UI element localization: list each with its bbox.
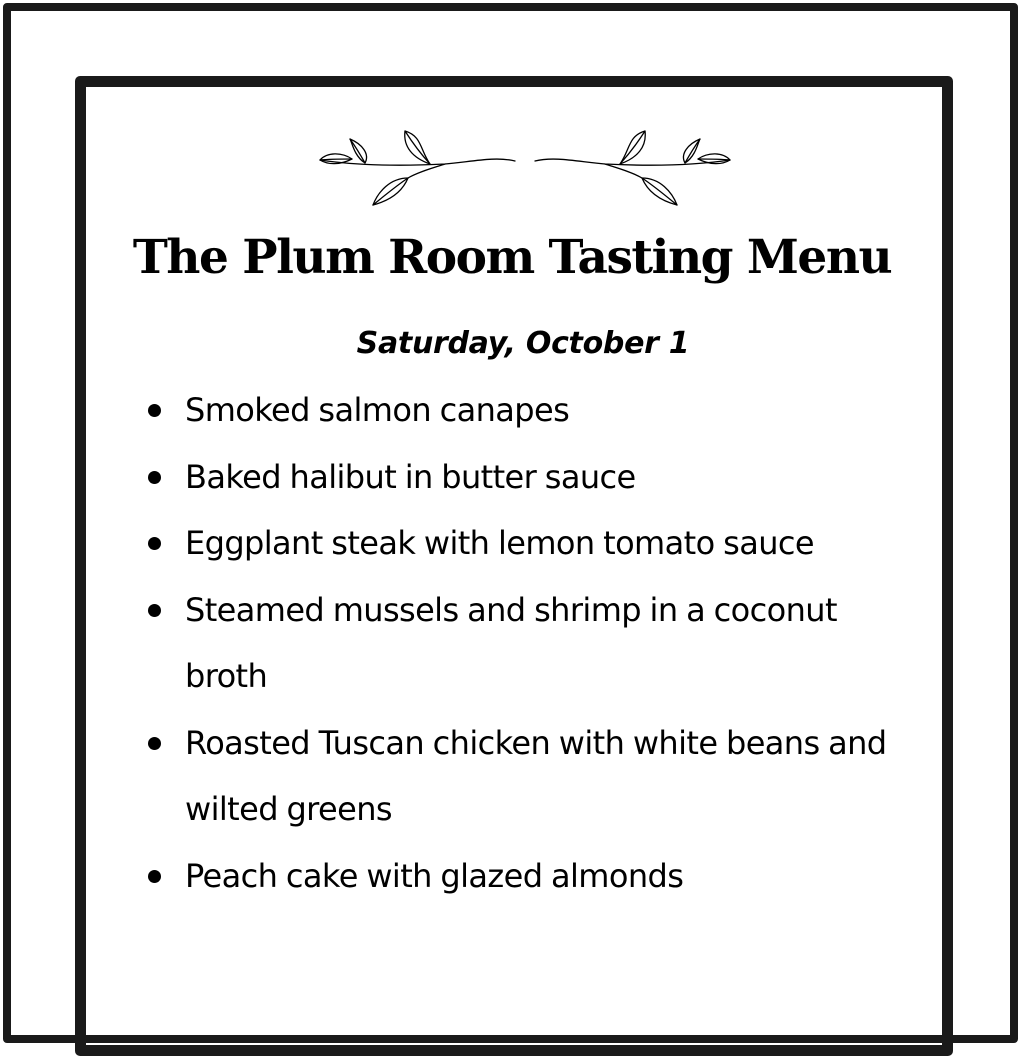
menu-items-list xyxy=(185,377,925,909)
menu-item xyxy=(185,510,925,577)
menu-item xyxy=(185,577,925,710)
menu-item-text: Steamed mussels and shrimp in a coconut broth xyxy=(185,590,837,695)
bullet-icon xyxy=(148,604,161,617)
menu-item-text: Peach cake with glazed almonds xyxy=(185,856,684,895)
menu-item-text: Smoked salmon canapes xyxy=(185,391,570,429)
menu-item xyxy=(185,377,925,444)
bullet-icon xyxy=(148,737,161,750)
menu-item xyxy=(185,843,925,910)
bullet-icon xyxy=(148,537,161,550)
bullet-icon xyxy=(148,404,161,417)
menu-title: The Plum Room Tasting Menu xyxy=(132,230,892,285)
leafy-vine-divider-icon xyxy=(310,120,740,215)
menu-item xyxy=(185,710,925,843)
menu-item-text: Roasted Tuscan chicken with white beans and wilted greens xyxy=(185,723,887,828)
menu-item xyxy=(185,444,925,511)
bullet-icon xyxy=(148,870,161,883)
menu-item-text: Baked halibut in butter sauce xyxy=(185,457,636,496)
menu-item-text: Eggplant steak with lemon tomato sauce xyxy=(185,524,814,562)
bullet-icon xyxy=(148,471,161,484)
menu-date: Saturday, October 1 xyxy=(356,326,690,361)
